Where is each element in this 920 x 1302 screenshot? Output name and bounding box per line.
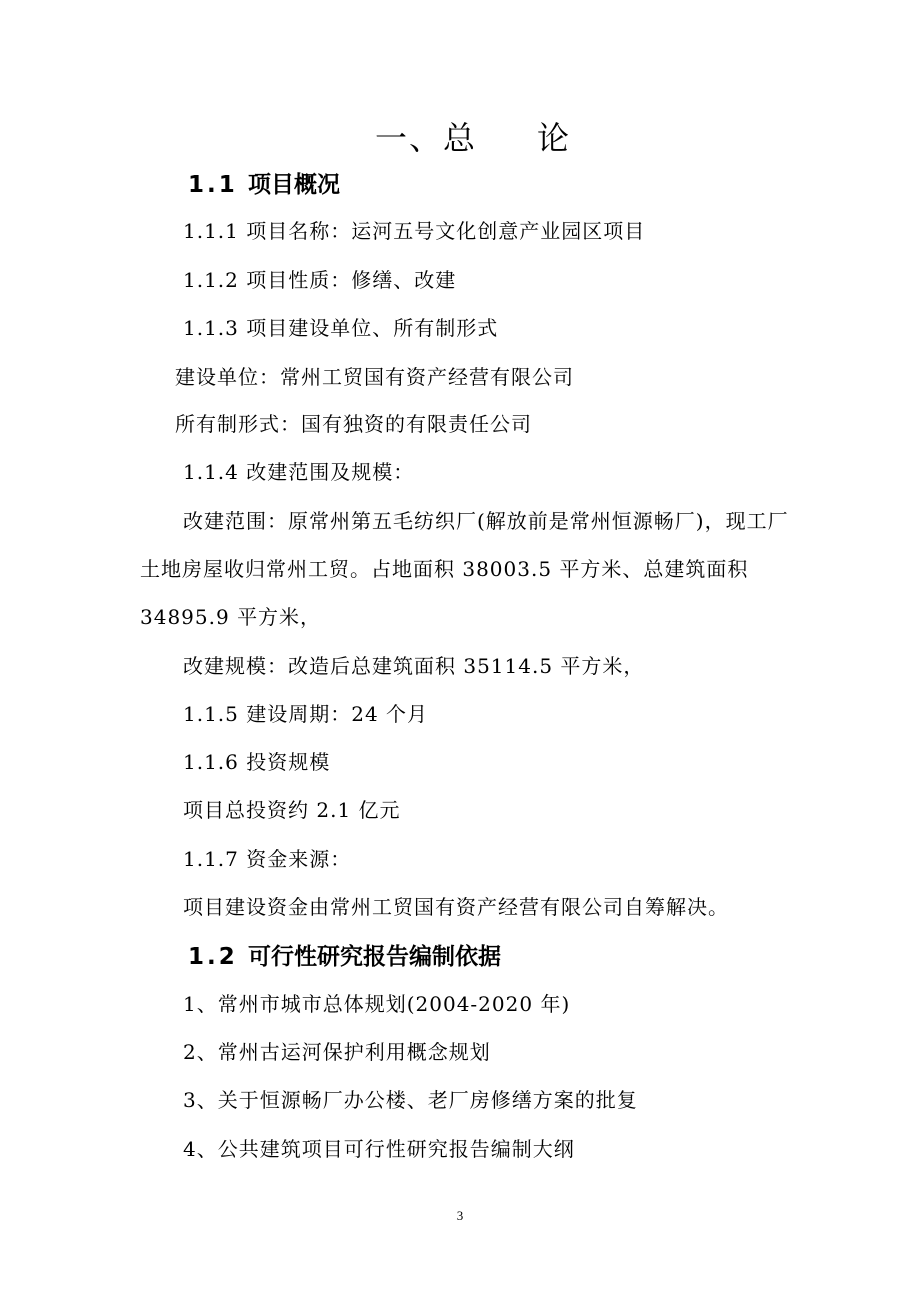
chapter-title <box>375 116 571 160</box>
builder-ownership-line: 1.1.3 项目建设单位、所有制形式 <box>183 316 499 340</box>
funding-source-line: 1.1.7 资金来源： <box>183 847 352 871</box>
period-line: 1.1.5 建设周期：24 个月 <box>183 702 429 726</box>
project-name-line: 1.1.1 项目名称：运河五号文化创意产业园区项目 <box>183 219 646 243</box>
chapter-title-part2: 论 <box>537 119 572 157</box>
project-nature-line: 1.1.2 项目性质：修缮、改建 <box>183 268 457 292</box>
basis-item: 1、常州市城市总体规划(2004-2020 年) <box>183 992 571 1016</box>
section-number: 1.1 <box>188 172 238 198</box>
section-heading-1-2 <box>188 942 501 972</box>
section-number: 1.2 <box>188 944 238 970</box>
scope-scale-line: 1.1.4 改建范围及规模： <box>183 460 415 484</box>
scope-line-3: 34895.9 平方米， <box>140 605 322 629</box>
chapter-title-part1: 一、总 <box>375 119 478 157</box>
section-title: 可行性研究报告编制依据 <box>248 944 501 970</box>
builder-line: 建设单位：常州工贸国有资产经营有限公司 <box>175 365 574 389</box>
basis-item: 4、公共建筑项目可行性研究报告编制大纲 <box>183 1137 575 1161</box>
scale-line: 改建规模：改造后总建筑面积 35114.5 平方米， <box>183 654 645 678</box>
page-number: 3 <box>456 1208 464 1223</box>
funding-detail-line: 项目建设资金由常州工贸国有资产经营有限公司自筹解决。 <box>183 895 729 919</box>
section-heading-1-1 <box>188 170 340 200</box>
investment-total-line: 项目总投资约 2.1 亿元 <box>183 798 401 822</box>
ownership-line: 所有制形式：国有独资的有限责任公司 <box>175 412 532 436</box>
scope-line-2: 土地房屋收归常州工贸。占地面积 38003.5 平方米、总建筑面积 <box>140 557 749 581</box>
basis-item: 2、常州古运河保护利用概念规划 <box>183 1040 491 1064</box>
basis-item: 3、关于恒源畅厂办公楼、老厂房修缮方案的批复 <box>183 1088 638 1112</box>
section-title: 项目概况 <box>248 172 340 198</box>
scope-line-1: 改建范围：原常州第五毛纺织厂(解放前是常州恒源畅厂)，现工厂 <box>183 509 789 533</box>
investment-scale-line: 1.1.6 投资规模 <box>183 750 331 774</box>
